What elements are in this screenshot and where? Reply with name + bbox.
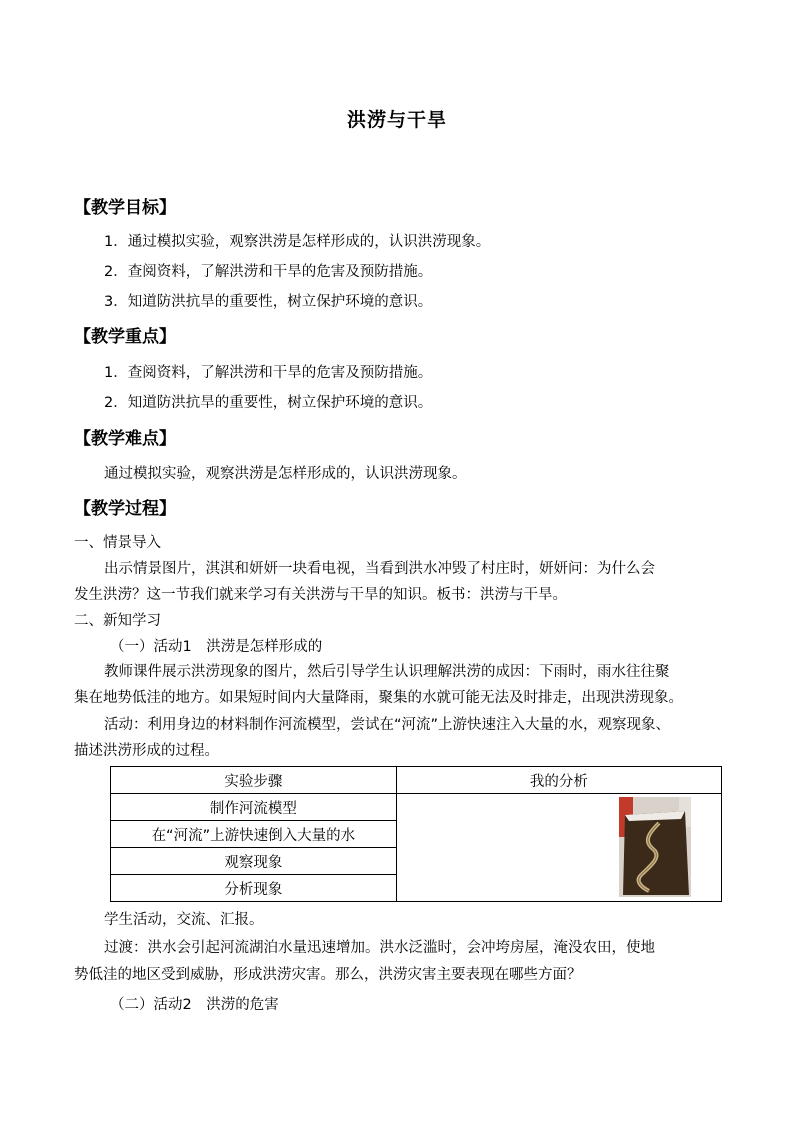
difficulty-text: 通过模拟实验，观察洪涝是怎样形成的，认识洪涝现象。 [104, 466, 467, 482]
table-row [111, 794, 722, 821]
activity1-line-1: 教师课件展示洪涝现象的图片，然后引导学生认识理解洪涝的成因：下雨时，雨水往往聚 [104, 664, 670, 680]
table-step-2: 在“河流”上游快速倒入大量的水 [111, 821, 397, 848]
keypoint-item-2: 2．知道防洪抗旱的重要性，树立保护环境的意识。 [104, 395, 433, 411]
river-model-photo [619, 797, 691, 897]
part1-line-1: 出示情景图片，淇淇和妍妍一块看电视，当看到洪水冲毁了村庄时，妍妍问：为什么会 [104, 561, 655, 577]
table-header-row [111, 767, 722, 794]
activity1-line-2: 集在地势低洼的地方。如果短时间内大量降雨，聚集的水就可能无法及时排走，出现洪涝现象。 [74, 690, 683, 706]
transition-line-2: 势低洼的地区受到威胁，形成洪涝灾害。那么，洪涝灾害主要表现在哪些方面？ [74, 967, 582, 983]
objective-item-1: 1．通过模拟实验，观察洪涝是怎样形成的，认识洪涝现象。 [104, 234, 491, 250]
page-title: 洪涝与干旱 [346, 109, 447, 131]
activity2-title: （二）活动2 洪涝的危害 [110, 997, 279, 1013]
heading-keypoints: 【教学重点】 [74, 327, 176, 347]
table-step-3: 观察现象 [111, 848, 397, 875]
table-step-4: 分析现象 [111, 875, 397, 902]
table-step-1: 制作河流模型 [111, 794, 397, 821]
table-header-steps: 实验步骤 [111, 767, 397, 794]
table-header-analysis: 我的分析 [396, 767, 721, 794]
activity1-line-3: 活动：利用身边的材料制作河流模型，尝试在“河流”上游快速注入大量的水，观察现象、 [104, 717, 671, 733]
after-table-line: 学生活动，交流、汇报。 [104, 912, 264, 928]
part1-title: 一、情景导入 [74, 535, 161, 551]
heading-objectives: 【教学目标】 [74, 198, 176, 218]
activity1-title: （一）活动1 洪涝是怎样形成的 [110, 639, 323, 655]
activity1-line-4: 描述洪涝形成的过程。 [74, 743, 219, 759]
part1-line-2: 发生洪涝？这一节我们就来学习有关洪涝与干旱的知识。板书：洪涝与干旱。 [74, 587, 567, 603]
objective-item-3: 3．知道防洪抗旱的重要性，树立保护环境的意识。 [104, 294, 433, 310]
part2-title: 二、新知学习 [74, 613, 161, 629]
table-analysis-cell [396, 794, 721, 902]
transition-line-1: 过渡：洪水会引起河流湖泊水量迅速增加。洪水泛滥时，会冲垮房屋，淹没农田，使地 [104, 940, 655, 956]
experiment-table [110, 766, 722, 902]
heading-difficulty: 【教学难点】 [74, 429, 176, 449]
heading-process: 【教学过程】 [74, 499, 176, 519]
keypoint-item-1: 1．查阅资料，了解洪涝和干旱的危害及预防措施。 [104, 365, 433, 381]
objective-item-2: 2．查阅资料，了解洪涝和干旱的危害及预防措施。 [104, 264, 433, 280]
